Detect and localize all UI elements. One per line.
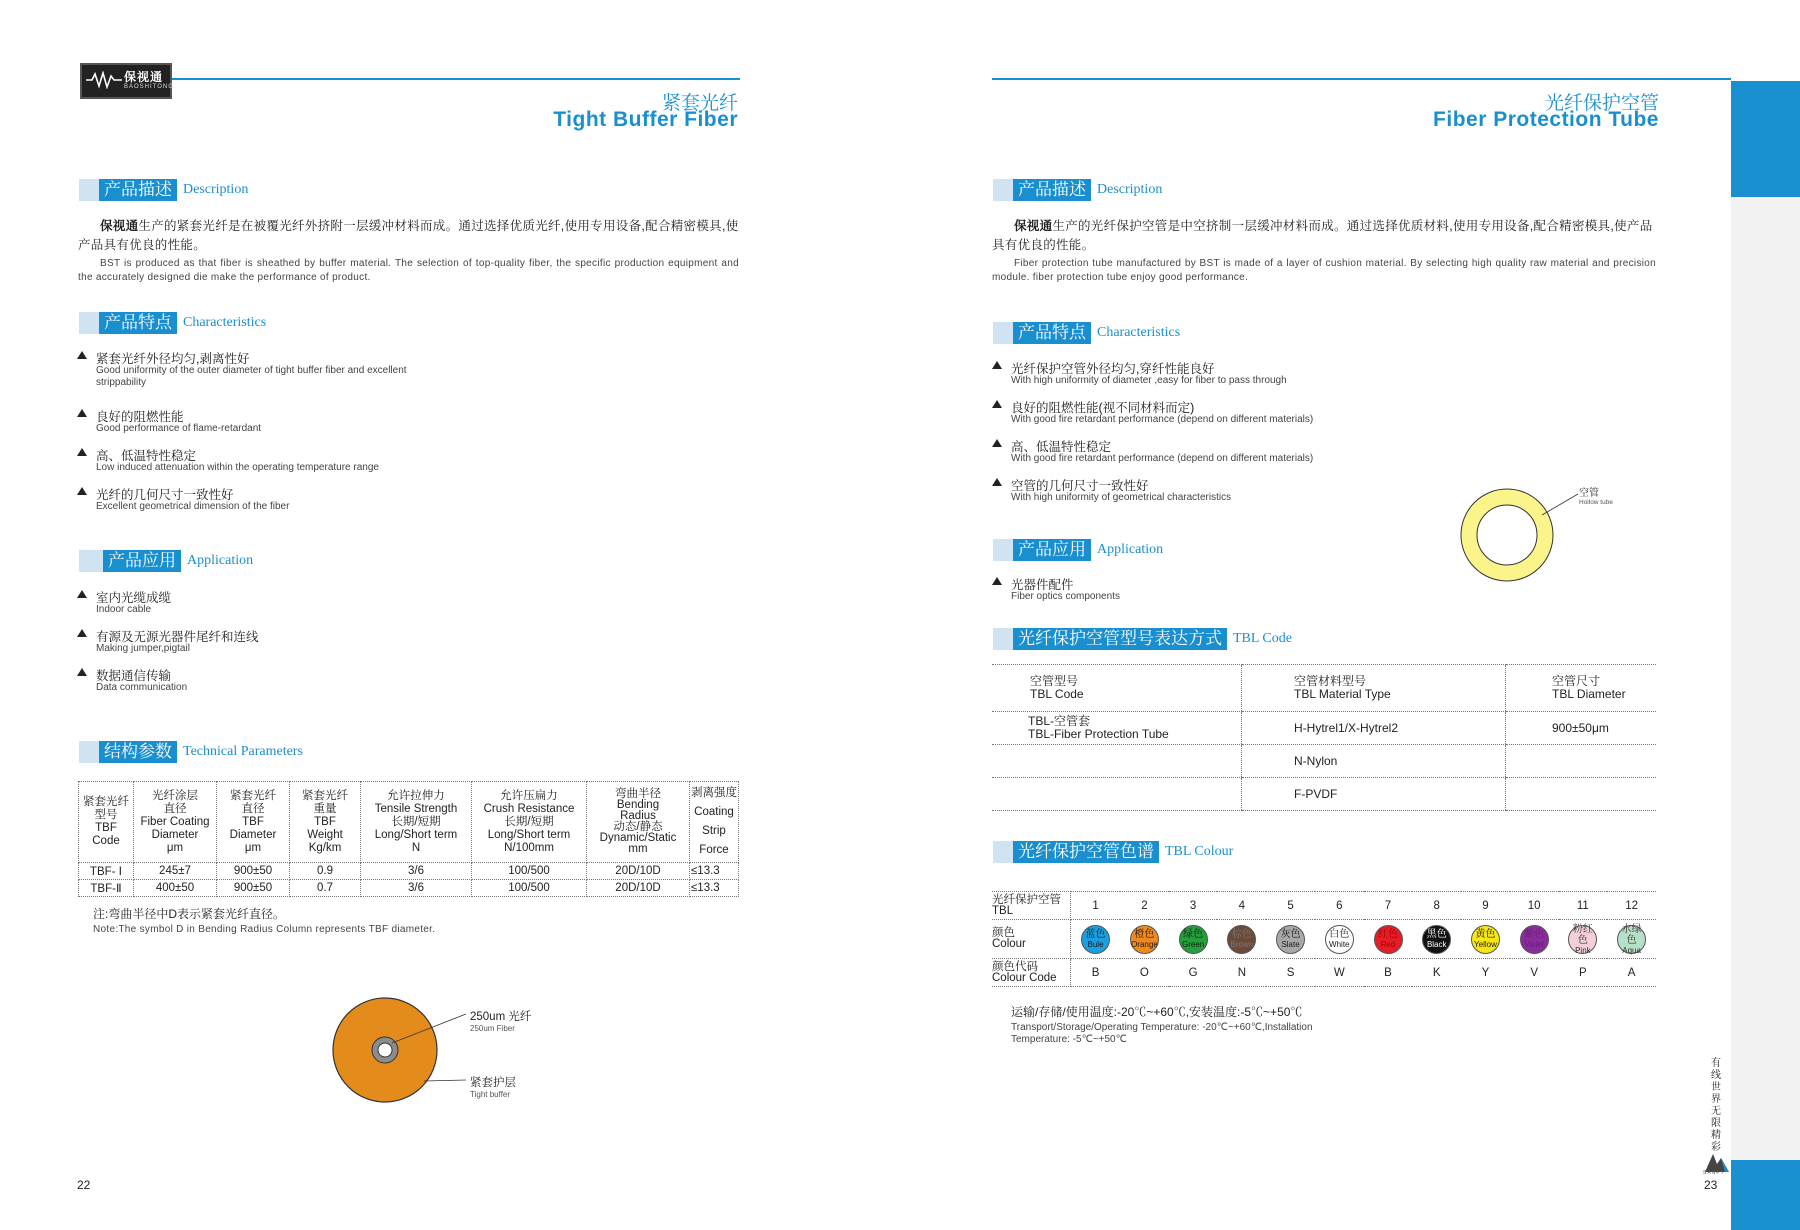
tbl-code-table bbox=[992, 664, 1656, 811]
description-text: 生产的紧套光纤是在被覆光纤外挤附一层缓冲材料而成。通过选择优质光纤,使用专用设备,配合精密模具,使产品具有优良的性能。 bbox=[78, 219, 739, 252]
colour-name-en: Brown bbox=[1230, 940, 1254, 949]
section-label-cn: 产品特点 bbox=[1013, 322, 1091, 344]
header-cell: 空管材料型号 TBL Material Type bbox=[1242, 665, 1506, 712]
colour-name-cn: 灰色 bbox=[1280, 929, 1301, 940]
section-label-en: Description bbox=[1097, 182, 1163, 197]
fiber-cross-section-diagram bbox=[320, 985, 560, 1105]
tbl-colour-table bbox=[992, 891, 1656, 987]
top-rule-left bbox=[170, 78, 740, 80]
colour-swatch bbox=[1617, 925, 1646, 954]
table-row: 颜色代码 Colour Code B O G N S W B K Y V P A bbox=[992, 959, 1656, 987]
colour-name-en: Violet bbox=[1524, 940, 1545, 949]
right-description-cn bbox=[992, 217, 1656, 255]
right-description-heading bbox=[993, 179, 1162, 201]
fiber-core bbox=[378, 1043, 392, 1057]
right-description-en: Fiber protection tube manufactured by BST is made of a layer of cushion material. By selecting high quality raw material and precision module. fiber protection tube enjoy good performance. bbox=[992, 258, 1656, 283]
section-label-en: Application bbox=[1097, 542, 1164, 557]
section-label-en: TBL Colour bbox=[1165, 844, 1234, 859]
left-application-heading bbox=[79, 550, 253, 572]
section-label-cn: 产品特点 bbox=[99, 312, 177, 334]
colour-swatch bbox=[1325, 925, 1354, 954]
colour-name-en: Bule bbox=[1087, 940, 1104, 949]
colour-swatch bbox=[1520, 925, 1549, 954]
colour-cell bbox=[1217, 920, 1266, 959]
side-slogan: 有线世界无限精彩 bbox=[1711, 1058, 1721, 1153]
colour-cell bbox=[1510, 920, 1559, 959]
page-number-left: 22 bbox=[77, 1178, 91, 1192]
header-cell: 空管型号 TBL Code bbox=[992, 665, 1242, 712]
note-en: Note:The symbol D in Bending Radius Column represents TBF diameter. bbox=[93, 924, 436, 935]
description-text: 生产的光纤保护空管是中空挤制一层缓冲材料而成。通过选择优质材料,使用专用设备,配合精密模具,使产品具有优良的性能。 bbox=[992, 219, 1653, 252]
colour-name-en: Orange bbox=[1131, 940, 1158, 949]
colour-name-en: Pink bbox=[1575, 945, 1591, 955]
note-cn: 注:弯曲半径中D表示紧套光纤直径。 bbox=[93, 907, 286, 921]
colour-name-en: Aqua bbox=[1622, 945, 1641, 955]
colour-swatch bbox=[1179, 925, 1208, 954]
brand-name: 保视通 bbox=[100, 219, 139, 233]
table-row: TBL-空管套 TBL-Fiber Protection Tube H-Hytrel1/X-Hytrel2 900±50μm bbox=[992, 712, 1656, 745]
colour-cell bbox=[1315, 920, 1364, 959]
colour-cell bbox=[1559, 920, 1608, 959]
table-row: 颜色 Colour 蓝色 Bule 橙色 Orange 绿色 Green 棕色 Brown 灰色 Slate 白色 White 红色 Red 黑色 Black 黄色 Yellow 紫色 Violet 粉红色 Pink 水绿色 Aqua bbox=[992, 920, 1656, 959]
colour-name-cn: 水绿色 bbox=[1621, 923, 1642, 946]
colour-name-cn: 橙色 bbox=[1134, 929, 1155, 940]
side-accent-bottom bbox=[1731, 1160, 1800, 1230]
section-label-cn: 产品描述 bbox=[99, 179, 177, 201]
colour-swatch bbox=[1081, 925, 1110, 954]
colour-cell bbox=[1071, 920, 1121, 959]
left-description-cn bbox=[78, 217, 739, 255]
colour-name-en: Red bbox=[1380, 940, 1396, 949]
section-label-cn: 光纤保护空管型号表达方式 bbox=[1013, 628, 1227, 650]
buffer-label: 紧套护层 Tight buffer bbox=[470, 1077, 516, 1099]
colour-swatch bbox=[1374, 925, 1403, 954]
colour-name-cn: 紫色 bbox=[1524, 929, 1545, 940]
right-application-heading bbox=[993, 539, 1163, 561]
colour-name-en: Green bbox=[1182, 940, 1205, 949]
header-cell: 紧套光纤 直径 TBF Diameter μm bbox=[217, 782, 290, 863]
colour-swatch bbox=[1471, 925, 1500, 954]
tbl-colour-heading bbox=[993, 841, 1233, 863]
section-label-en: TBL Code bbox=[1233, 631, 1292, 646]
section-label-cn: 产品应用 bbox=[1013, 539, 1091, 561]
section-label-en: Description bbox=[183, 182, 249, 197]
colour-name-en: Slate bbox=[1281, 940, 1300, 949]
colour-name-cn: 棕色 bbox=[1231, 929, 1252, 940]
header-cell: 允许压扁力 Crush Resistance 长期/短期 Long/Short term N/100mm bbox=[472, 782, 587, 863]
colour-name-cn: 绿色 bbox=[1183, 929, 1204, 940]
left-characteristics-heading bbox=[79, 312, 266, 334]
top-rule-right bbox=[992, 78, 1731, 80]
header-cell: 紧套光纤 重量 TBF Weight Kg/km bbox=[290, 782, 361, 863]
brand-mark-text: SANPT bbox=[1703, 1170, 1725, 1176]
right-page-title-en: Fiber Protection Tube bbox=[1433, 108, 1659, 131]
left-description-en: BST is produced as that fiber is sheathed by buffer material. The selection of top-quality fiber, the specific production equipment and the accurately designed die make the performance of product. bbox=[78, 258, 739, 283]
section-label-cn: 产品描述 bbox=[1013, 179, 1091, 201]
colour-cell bbox=[1364, 920, 1413, 959]
side-gray-band bbox=[1731, 197, 1800, 1160]
temperature-note: 运输/存储/使用温度:-20℃~+60℃,安装温度:-5℃~+50℃ Transport/Storage/Operating Temperature: -20℃~+60℃,Installation Temperature: -5℃~+50℃ bbox=[1011, 1005, 1313, 1045]
header-cell: 紧套光纤 型号 TBF Code bbox=[79, 782, 134, 863]
table-row: F-PVDF bbox=[992, 778, 1656, 811]
left-description-heading bbox=[79, 179, 248, 201]
section-label-cn: 光纤保护空管色谱 bbox=[1013, 841, 1159, 863]
table-row: TBF- Ⅰ 245±7 900±50 0.9 3/6 100/500 20D/10D ≤13.3 bbox=[79, 863, 739, 880]
header-cell: 剥离强度 Coating Strip Force bbox=[690, 782, 739, 863]
colour-cell bbox=[1412, 920, 1461, 959]
hollow-tube-label: 空管 Hollow tube bbox=[1579, 488, 1613, 506]
colour-name-en: Yellow bbox=[1474, 940, 1497, 949]
page-number-right: 23 bbox=[1704, 1178, 1718, 1192]
colour-cell bbox=[1266, 920, 1315, 959]
left-technical-heading bbox=[79, 741, 303, 763]
header-cell: 允许拉伸力 Tensile Strength 长期/短期 Long/Short term N bbox=[361, 782, 472, 863]
section-label-en: Characteristics bbox=[183, 315, 267, 330]
brand-name: 保视通 bbox=[1014, 219, 1053, 233]
colour-name-cn: 红色 bbox=[1378, 929, 1398, 940]
table-row: N-Nylon bbox=[992, 745, 1656, 778]
table-row: 光纤保护空管 TBL 1 2 3 4 5 6 7 8 9 10 11 12 bbox=[992, 892, 1656, 920]
colour-cell bbox=[1169, 920, 1218, 959]
left-page-title-en: Tight Buffer Fiber bbox=[553, 108, 738, 131]
colour-name-cn: 黑色 bbox=[1426, 929, 1447, 940]
colour-swatch bbox=[1130, 925, 1159, 954]
section-label-cn: 产品应用 bbox=[103, 550, 181, 572]
logo-text: 保视通 bbox=[124, 70, 164, 84]
table-row: TBF-Ⅱ 400±50 900±50 0.7 3/6 100/500 20D/10D ≤13.3 bbox=[79, 880, 739, 897]
table-note bbox=[93, 905, 435, 935]
colour-cell bbox=[1607, 920, 1656, 959]
colour-name-cn: 粉红色 bbox=[1572, 923, 1593, 946]
table-header-row bbox=[992, 665, 1656, 712]
brand-logo bbox=[80, 63, 172, 99]
section-label-en: Technical Parameters bbox=[183, 744, 303, 759]
section-label-cn: 结构参数 bbox=[99, 741, 177, 763]
header-cell: 弯曲半径 Bending Radius 动态/静态 Dynamic/Static mm bbox=[587, 782, 690, 863]
header-cell: 空管尺寸 TBL Diameter bbox=[1506, 665, 1657, 712]
colour-name-cn: 黄色 bbox=[1475, 929, 1496, 940]
section-label-en: Application bbox=[187, 553, 254, 568]
colour-swatch bbox=[1568, 925, 1597, 954]
side-accent-top bbox=[1731, 81, 1800, 197]
header-cell: 光纤涂层 直径 Fiber Coating Diameter μm bbox=[134, 782, 217, 863]
colour-swatch bbox=[1276, 925, 1305, 954]
section-label-en: Characteristics bbox=[1097, 325, 1181, 340]
logo-subtext: BAOSHITONG bbox=[124, 84, 174, 90]
colour-name-en: White bbox=[1329, 940, 1350, 949]
colour-cell bbox=[1120, 920, 1169, 959]
waveform-icon bbox=[86, 71, 122, 89]
tbl-code-heading bbox=[993, 628, 1292, 650]
colour-name-cn: 白色 bbox=[1329, 929, 1350, 940]
right-characteristics-heading bbox=[993, 322, 1180, 344]
left-page-title-cn: 紧套光纤 bbox=[661, 93, 738, 114]
tube-hollow bbox=[1477, 505, 1537, 565]
colour-swatch bbox=[1422, 925, 1451, 954]
technical-parameters-table bbox=[78, 781, 739, 897]
colour-cell bbox=[1461, 920, 1510, 959]
colour-name-en: Black bbox=[1426, 940, 1447, 949]
colour-swatch bbox=[1227, 925, 1256, 954]
right-page-title-cn: 光纤保护空管 bbox=[1544, 93, 1659, 114]
fiber-label: 250um 光纤 250um Fiber bbox=[470, 1011, 532, 1033]
table-header-row bbox=[79, 782, 739, 863]
colour-name-cn: 蓝色 bbox=[1085, 929, 1106, 940]
